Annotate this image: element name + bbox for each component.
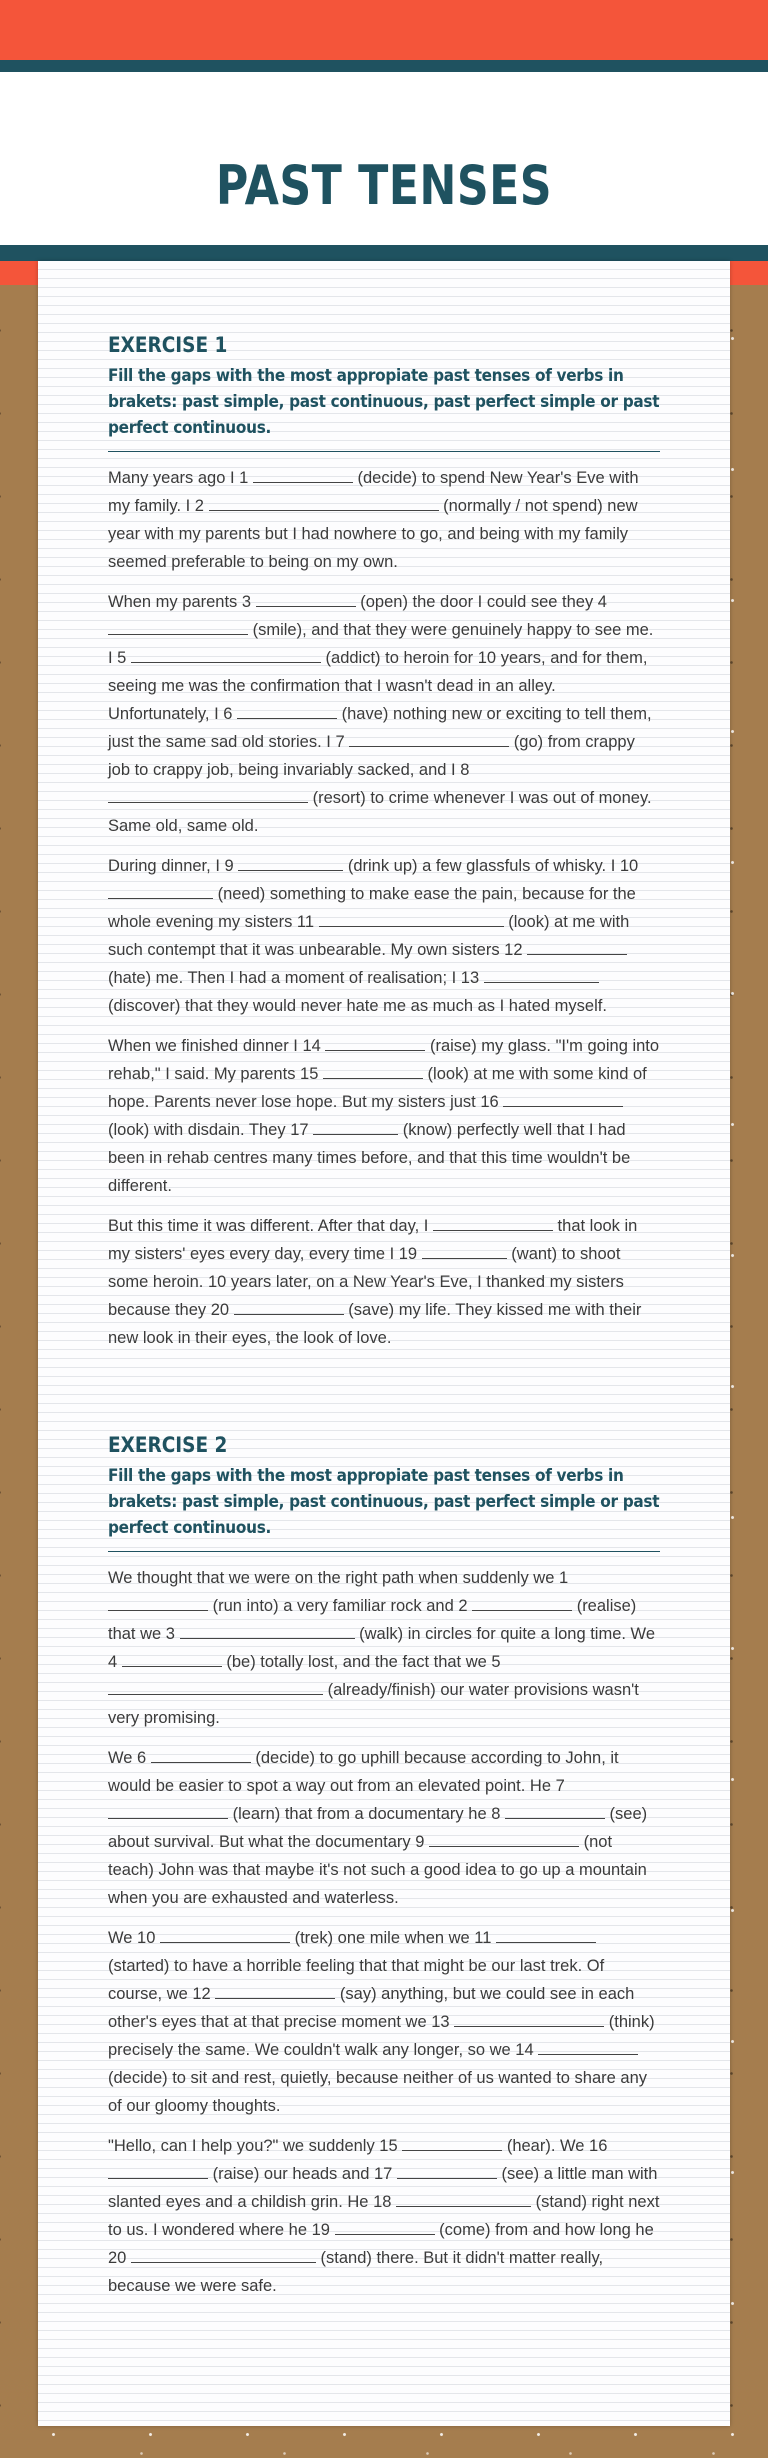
blank-gap[interactable] bbox=[484, 968, 599, 983]
blank-gap[interactable] bbox=[397, 2164, 497, 2179]
top-divider bbox=[0, 60, 768, 72]
paragraph-text: (hate) me. Then I had a moment of realisation; I 13 bbox=[108, 969, 484, 987]
paragraph-text: (started) to have a horrible feeling that that might be our last trek. Of course, we 12 bbox=[108, 1957, 605, 2003]
paragraph-text: (smile), and that they were genuinely happy to see me. I 5 bbox=[108, 621, 654, 667]
blank-gap[interactable] bbox=[160, 1928, 290, 1943]
paragraph-text: (have) nothing new or exciting to tell them, just the same sad old stories. I 7 bbox=[108, 705, 652, 751]
exercise-paragraph bbox=[108, 464, 660, 576]
blank-gap[interactable] bbox=[209, 496, 439, 511]
paragraph-text: (resort) to crime whenever I was out of money. Same old, same old. bbox=[108, 789, 652, 835]
blank-gap[interactable] bbox=[108, 1596, 208, 1611]
paragraph-text: (come) from and how long he 20 bbox=[108, 2221, 654, 2267]
blank-gap[interactable] bbox=[422, 1244, 507, 1259]
blank-gap[interactable] bbox=[527, 940, 627, 955]
paragraph-text: We 6 bbox=[108, 1749, 151, 1767]
paragraph-text: We thought that we were on the right path when suddenly we 1 bbox=[108, 1569, 569, 1587]
exercise-paragraph bbox=[108, 1032, 660, 1200]
exercise-paragraph bbox=[108, 2132, 660, 2300]
blank-gap[interactable] bbox=[237, 704, 337, 719]
exercise-title: EXERCISE 2 bbox=[108, 1433, 228, 1457]
paragraph-text: (not teach) John was that maybe it's not such a good idea to go up a mountain when you are exhausted and waterless. bbox=[108, 1833, 647, 1907]
blank-gap[interactable] bbox=[238, 856, 343, 871]
blank-gap[interactable] bbox=[496, 1928, 596, 1943]
paragraph-text: (drink up) a few glassfuls of whisky. I 10 bbox=[343, 857, 639, 875]
exercise-paragraph bbox=[108, 588, 660, 840]
blank-gap[interactable] bbox=[108, 788, 308, 803]
blank-gap[interactable] bbox=[349, 732, 509, 747]
exercise-instructions: Fill the gaps with the most appropiate past tenses of verbs in brakets: past simple, past continuous, past perfect simple or past perfect continuous. bbox=[108, 363, 660, 452]
paragraph-text: (decide) to sit and rest, quietly, because neither of us wanted to share any of our gloomy thoughts. bbox=[108, 2069, 648, 2115]
paragraph-text: (see) about survival. But what the documentary 9 bbox=[108, 1805, 648, 1851]
paragraph-text: (decide) to go uphill because according to John, it would be easier to spot a way out from an elevated point. He 7 bbox=[108, 1749, 619, 1795]
paragraph-text: (open) the door I could see they 4 bbox=[355, 593, 607, 611]
paragraph-text: (say) anything, but we could see in each other's eyes that at that precise moment we 13 bbox=[108, 1985, 635, 2031]
exercise-paragraph bbox=[108, 852, 660, 1020]
paragraph-text: (stand) right next to us. I wondered where he 19 bbox=[108, 2193, 660, 2239]
paragraph-text: (think) precisely the same. We couldn't walk any longer, so we 14 bbox=[108, 2013, 655, 2059]
exercise-title: EXERCISE 1 bbox=[108, 333, 228, 357]
blank-gap[interactable] bbox=[131, 648, 321, 663]
paragraph-text: Many years ago I 1 bbox=[108, 469, 253, 487]
blank-gap[interactable] bbox=[538, 2040, 638, 2055]
blank-gap[interactable] bbox=[215, 1984, 335, 1999]
paragraph-text: When my parents 3 bbox=[108, 593, 256, 611]
blank-gap[interactable] bbox=[108, 620, 248, 635]
blank-gap[interactable] bbox=[256, 592, 356, 607]
exercise-paragraph bbox=[108, 1564, 660, 1732]
exercise-paragraph bbox=[108, 1924, 660, 2120]
blank-gap[interactable] bbox=[325, 1036, 425, 1051]
blank-gap[interactable] bbox=[180, 1624, 355, 1639]
blank-gap[interactable] bbox=[313, 1120, 398, 1135]
paragraph-text: (walk) in circles for quite a long time. We 4 bbox=[108, 1625, 656, 1671]
blank-gap[interactable] bbox=[323, 1064, 423, 1079]
blank-gap[interactable] bbox=[429, 1832, 579, 1847]
paragraph-text: (normally / not spend) new year with my parents but I had nowhere to go, and being with my family seemed preferable to being on my own. bbox=[108, 497, 638, 571]
page-title: PAST TENSES bbox=[215, 154, 553, 218]
blank-gap[interactable] bbox=[319, 912, 504, 927]
blank-gap[interactable] bbox=[472, 1596, 572, 1611]
paragraph-text: (run into) a very familiar rock and 2 bbox=[208, 1597, 473, 1615]
paragraph-text: (be) totally lost, and the fact that we 5 bbox=[221, 1653, 501, 1671]
exercise-text bbox=[108, 1564, 660, 2300]
blank-gap[interactable] bbox=[234, 1300, 344, 1315]
blank-gap[interactable] bbox=[454, 2012, 604, 2027]
paragraph-text: (trek) one mile when we 11 bbox=[289, 1929, 497, 1947]
paragraph-text: (go) from crappy job to crappy job, being invariably sacked, and I 8 bbox=[108, 733, 635, 779]
exercise-1 bbox=[108, 333, 660, 1352]
blank-gap[interactable] bbox=[505, 1804, 605, 1819]
paragraph-text: When we finished dinner I 14 bbox=[108, 1037, 326, 1055]
blank-gap[interactable] bbox=[433, 1216, 553, 1231]
paragraph-text: (raise) our heads and 17 bbox=[208, 2165, 397, 2183]
exercise-instructions: Fill the gaps with the most appropiate past tenses of verbs in brakets: past simple, past continuous, past perfect simple or past perfect continuous. bbox=[108, 1463, 660, 1552]
blank-gap[interactable] bbox=[503, 1092, 623, 1107]
paragraph-text: (stand) there. But it didn't matter really, because we were safe. bbox=[108, 2249, 604, 2295]
paragraph-text: (already/finish) our water provisions wasn't very promising. bbox=[108, 1681, 639, 1727]
paragraph-text: (look) with disdain. They 17 bbox=[108, 1121, 314, 1139]
blank-gap[interactable] bbox=[396, 2192, 531, 2207]
blank-gap[interactable] bbox=[151, 1748, 251, 1763]
paragraph-text: (save) my life. They kissed me with their new look in their eyes, the look of love. bbox=[108, 1301, 642, 1347]
blank-gap[interactable] bbox=[122, 1652, 222, 1667]
paragraph-text: (see) a little man with slanted eyes and a childish grin. He 18 bbox=[108, 2165, 658, 2211]
blank-gap[interactable] bbox=[253, 468, 353, 483]
paragraph-text: (learn) that from a documentary he 8 bbox=[228, 1805, 505, 1823]
top-banner bbox=[0, 0, 768, 60]
paragraph-text: During dinner, I 9 bbox=[108, 857, 239, 875]
paragraph-text: (want) to shoot some heroin. 10 years later, on a New Year's Eve, I thanked my sisters because they 20 bbox=[108, 1245, 624, 1319]
blank-gap[interactable] bbox=[108, 2164, 208, 2179]
blank-gap[interactable] bbox=[131, 2248, 316, 2263]
paragraph-text: (discover) that they would never hate me as much as I hated myself. bbox=[108, 997, 607, 1015]
paragraph-text: (addict) to heroin for 10 years, and for them, seeing me was the confirmation that I wasn't dead in an alley. Unfortunately, I 6 bbox=[108, 649, 648, 723]
paragraph-text: that look in my sisters' eyes every day, every time I 19 bbox=[108, 1217, 638, 1263]
paragraph-text: (realise) that we 3 bbox=[108, 1597, 637, 1643]
paragraph-text: "Hello, can I help you?" we suddenly 15 bbox=[108, 2137, 403, 2155]
paragraph-text: (look) at me with some kind of hope. Parents never lose hope. But my sisters just 16 bbox=[108, 1065, 647, 1111]
paragraph-text: (decide) to spend New Year's Eve with my family. I 2 bbox=[108, 469, 639, 515]
paragraph-text: (know) perfectly well that I had been in rehab centres many times before, and that this time wouldn't be different. bbox=[108, 1121, 631, 1195]
paragraph-text: But this time it was different. After that day, I bbox=[108, 1217, 433, 1235]
exercise-paragraph bbox=[108, 1212, 660, 1352]
exercise-text bbox=[108, 464, 660, 1352]
blank-gap[interactable] bbox=[402, 2136, 502, 2151]
blank-gap[interactable] bbox=[108, 1804, 228, 1819]
paragraph-text: (raise) my glass. "I'm going into rehab," I said. My parents 15 bbox=[108, 1037, 660, 1083]
exercise-2 bbox=[108, 1433, 660, 2300]
paragraph-text: (hear). We 16 bbox=[502, 2137, 608, 2155]
paragraph-text: (need) something to make ease the pain, because for the whole evening my sisters 11 bbox=[108, 885, 636, 931]
blank-gap[interactable] bbox=[108, 1680, 323, 1695]
exercise-paragraph bbox=[108, 1744, 660, 1912]
blank-gap[interactable] bbox=[108, 884, 213, 899]
blank-gap[interactable] bbox=[335, 2220, 435, 2235]
paragraph-text: We 10 bbox=[108, 1929, 160, 1947]
paragraph-text: (look) at me with such contempt that it was unbearable. My own sisters 12 bbox=[108, 913, 630, 959]
header-divider bbox=[0, 245, 768, 261]
